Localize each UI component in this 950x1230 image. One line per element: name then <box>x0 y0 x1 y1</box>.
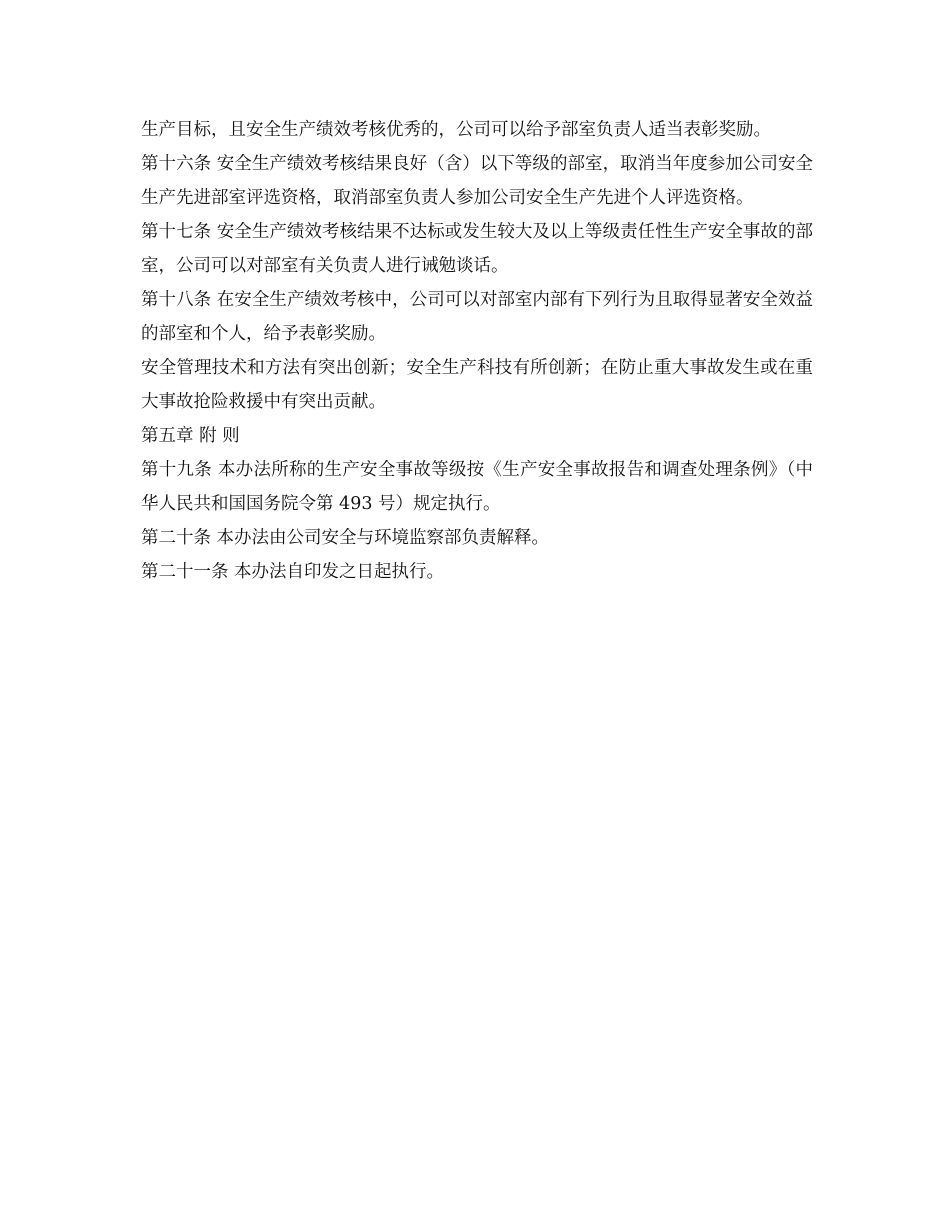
chapter-heading-appendix: 第五章 附 则 <box>141 426 240 446</box>
paragraph-reward-clause: 生产目标，且安全生产绩效考核优秀的，公司可以给予部室负责人适当表彰奖励。 <box>141 120 771 140</box>
paragraph-innovation-list: 安全管理技术和方法有突出创新；安全生产科技有所创新；在防止重大事故发生或在重大事故抢险救援中有突出贡献。 <box>141 358 813 412</box>
document-body <box>141 113 813 589</box>
paragraph-article-16: 第十六条 安全生产绩效考核结果良好（含）以下等级的部室，取消当年度参加公司安全生产先进部室评选资格，取消部室负责人参加公司安全生产先进个人评选资格。 <box>141 154 813 208</box>
paragraph-article-17: 第十七条 安全生产绩效考核结果不达标或发生较大及以上等级责任性生产安全事故的部室，公司可以对部室有关负责人进行诫勉谈话。 <box>141 222 813 276</box>
paragraph-article-20: 第二十条 本办法由公司安全与环境监察部负责解释。 <box>141 528 550 548</box>
paragraph-article-18: 第十八条 在安全生产绩效考核中，公司可以对部室内部有下列行为且取得显著安全效益的部室和个人，给予表彰奖励。 <box>141 290 813 344</box>
paragraph-article-21: 第二十一条 本办法自印发之日起执行。 <box>141 562 445 582</box>
paragraph-article-19: 第十九条 本办法所称的生产安全事故等级按《生产安全事故报告和调查处理条例》（中华人民共和国国务院令第 493 号）规定执行。 <box>141 460 813 514</box>
